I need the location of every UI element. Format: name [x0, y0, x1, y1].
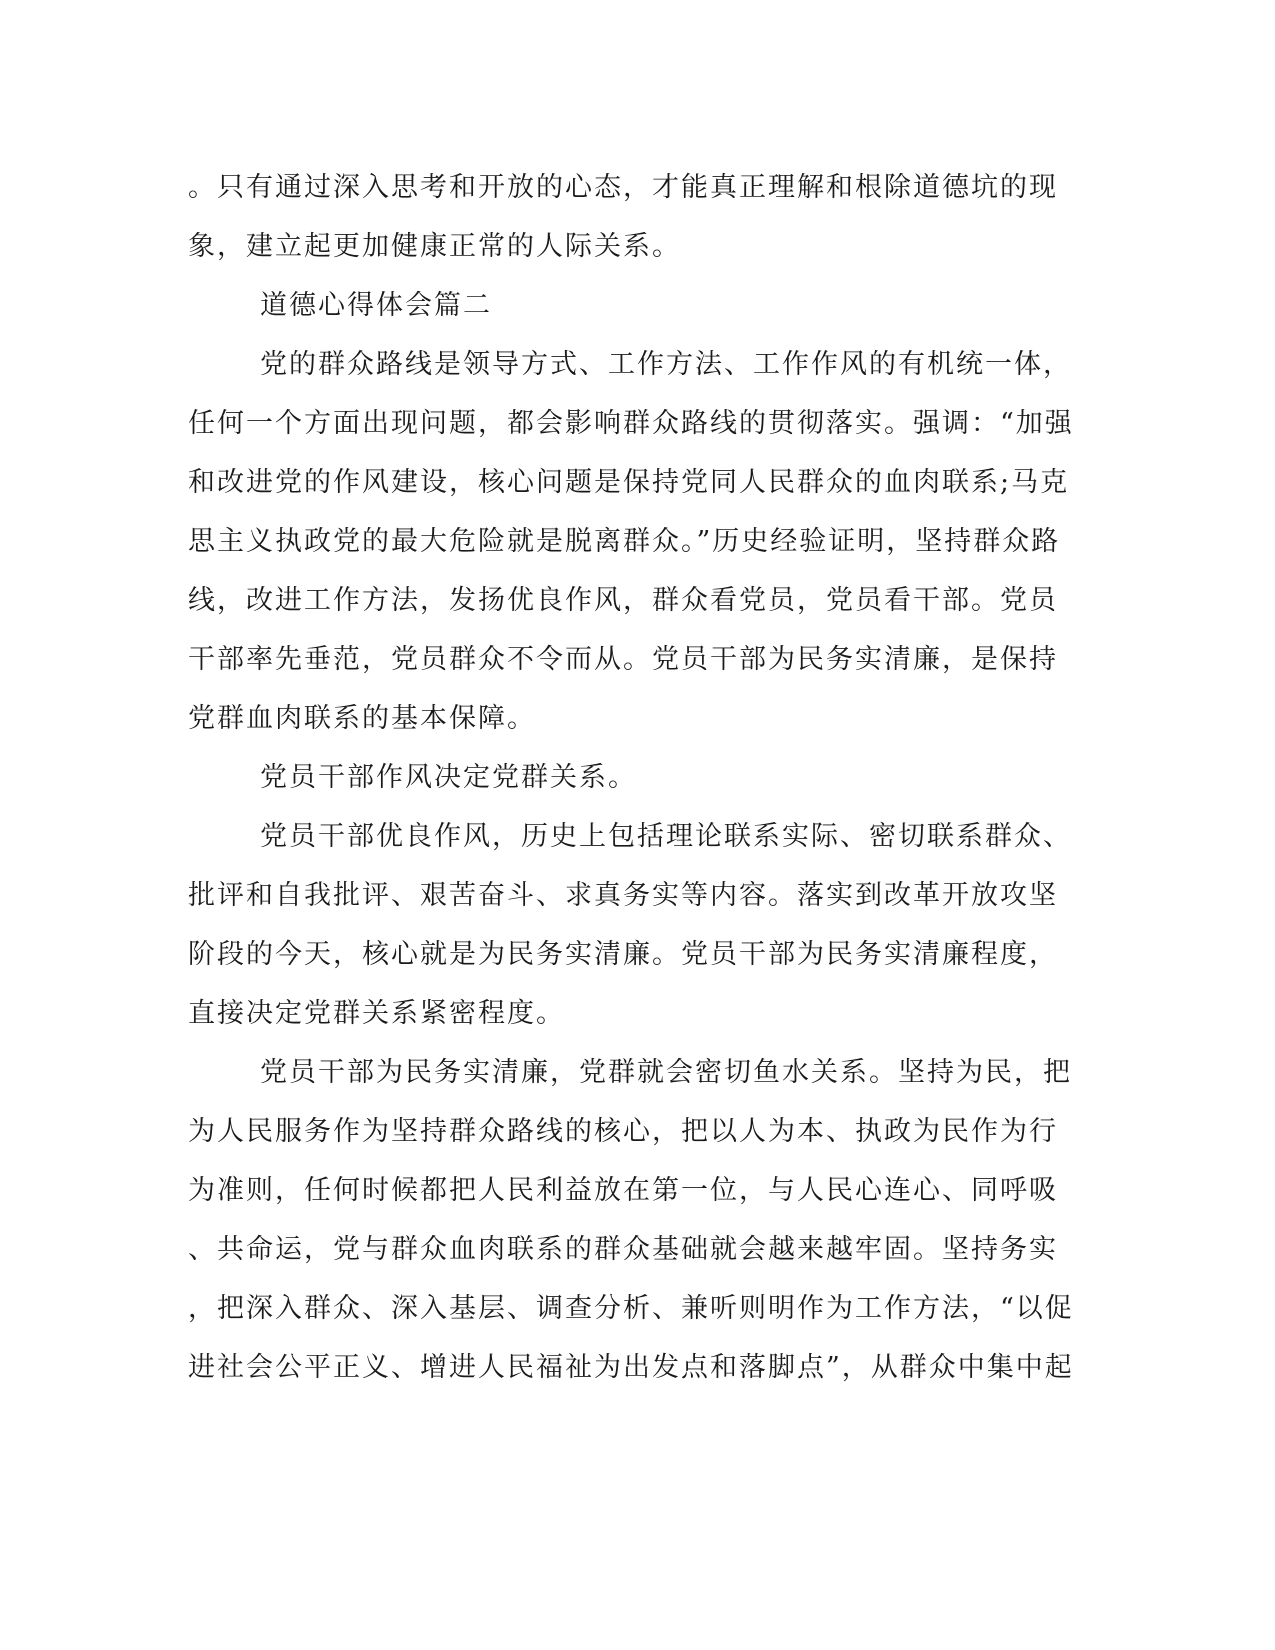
text-line: 、共命运，党与群众血肉联系的群众基础就会越来越牢固。坚持务实 [188, 1234, 1058, 1265]
text-line: 线，改进工作方法，发扬优良作风，群众看党员，党员看干部。党员 [188, 585, 1058, 616]
body-text [188, 158, 1078, 1397]
text-line: 党群血肉联系的基本保障。 [188, 703, 536, 734]
text-line: 任何一个方面出现问题，都会影响群众路线的贯彻落实。强调：“加强 [188, 408, 1074, 439]
text-line: 干部率先垂范，党员群众不令而从。党员干部为民务实清廉，是保持 [188, 644, 1058, 675]
text-line: 党员干部优良作风，历史上包括理论联系实际、密切联系群众、 [260, 821, 1072, 852]
text-line: 为人民服务作为坚持群众路线的核心，把以人为本、执政为民作为行 [188, 1116, 1058, 1147]
text-line: ，把深入群众、深入基层、调查分析、兼听则明作为工作方法，“以促 [188, 1293, 1074, 1324]
text-line: 党的群众路线是领导方式、工作方法、工作作风的有机统一体， [260, 349, 1072, 380]
text-line: 为准则，任何时候都把人民利益放在第一位，与人民心连心、同呼吸 [188, 1175, 1058, 1206]
text-line: 直接决定党群关系紧密程度。 [188, 998, 565, 1029]
text-line: 党员干部作风决定党群关系。 [260, 762, 637, 793]
text-line: 批评和自我批评、艰苦奋斗、求真务实等内容。落实到改革开放攻坚 [188, 880, 1058, 911]
text-line: 党员干部为民务实清廉，党群就会密切鱼水关系。坚持为民，把 [260, 1057, 1072, 1088]
text-line: 思主义执政党的最大危险就是脱离群众。”历史经验证明，坚持群众路 [188, 526, 1061, 557]
text-line: 象，建立起更加健康正常的人际关系。 [188, 231, 681, 262]
text-line: 和改进党的作风建设，核心问题是保持党同人民群众的血肉联系;马克 [188, 467, 1070, 498]
text-line: 阶段的今天，核心就是为民务实清廉。党员干部为民务实清廉程度， [188, 939, 1058, 970]
text-line: 进社会公平正义、增进人民福祉为出发点和落脚点”，从群众中集中起 [188, 1352, 1074, 1383]
text-line: 。只有通过深入思考和开放的心态，才能真正理解和根除道德坑的现 [188, 172, 1058, 203]
section-heading: 道德心得体会篇二 [260, 290, 492, 321]
